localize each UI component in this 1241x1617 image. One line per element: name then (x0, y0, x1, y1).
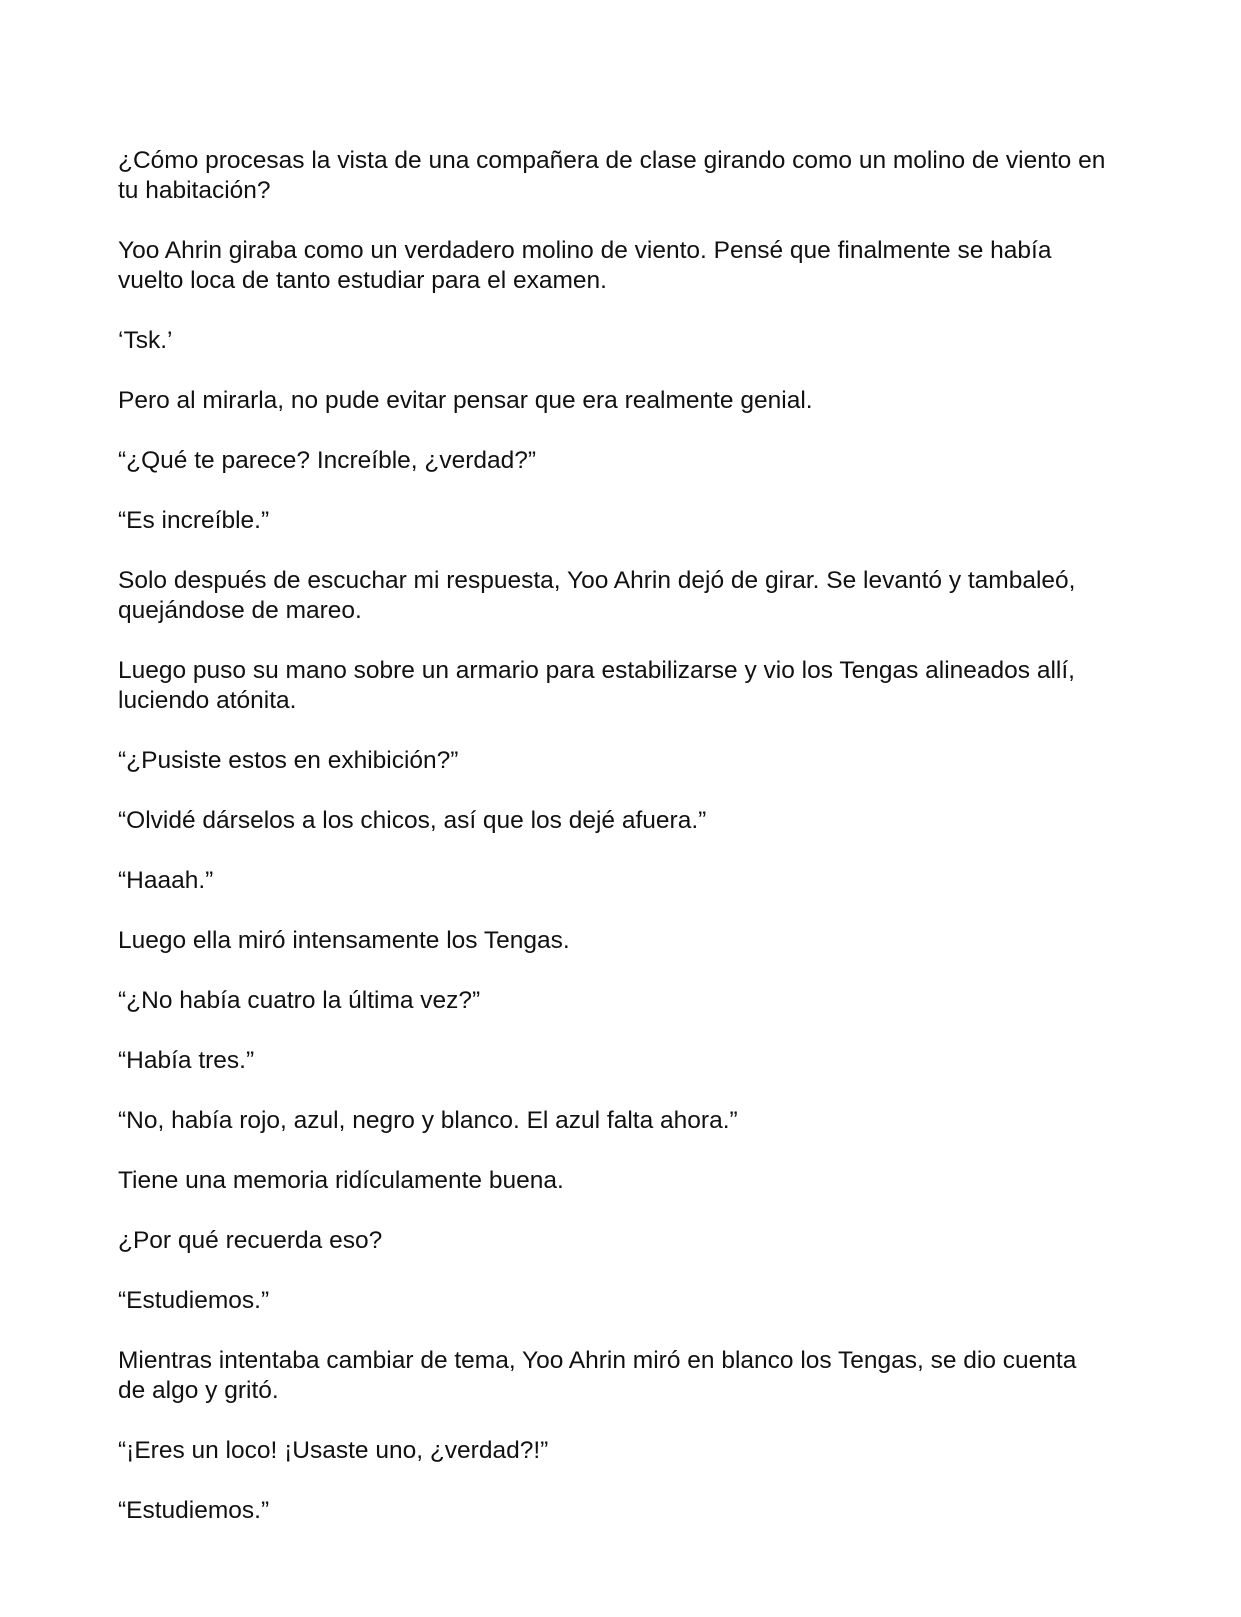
paragraph-14: “Había tres.” (118, 1047, 255, 1074)
paragraph-18: “Estudiemos.” (118, 1287, 270, 1314)
paragraph-5: “¿Qué te parece? Increíble, ¿verdad?” (118, 447, 537, 474)
paragraph-8: Luego puso su mano sobre un armario para estabilizarse y vio los Tengas alineados allí, luciendo atónita. (118, 657, 1075, 714)
paragraph-16: Tiene una memoria ridículamente buena. (118, 1167, 564, 1194)
paragraph-6: “Es increíble.” (118, 507, 270, 534)
paragraph-3: ‘Tsk.’ (118, 327, 173, 354)
paragraph-19: Mientras intentaba cambiar de tema, Yoo Ahrin miró en blanco los Tengas, se dio cuenta de algo y gritó. (118, 1347, 1077, 1404)
paragraph-20: “¡Eres un loco! ¡Usaste uno, ¿verdad?!” (118, 1437, 549, 1464)
paragraph-2: Yoo Ahrin giraba como un verdadero molino de viento. Pensé que finalmente se había vuelto loca de tanto estudiar para el examen. (118, 237, 1052, 294)
paragraph-11: “Haaah.” (118, 867, 214, 894)
paragraph-12: Luego ella miró intensamente los Tengas. (118, 927, 570, 954)
paragraph-7: Solo después de escuchar mi respuesta, Yoo Ahrin dejó de girar. Se levantó y tambaleó, quejándose de mareo. (118, 567, 1076, 624)
paragraph-13: “¿No había cuatro la última vez?” (118, 987, 481, 1014)
paragraph-9: “¿Pusiste estos en exhibición?” (118, 747, 459, 774)
paragraph-21: “Estudiemos.” (118, 1497, 270, 1524)
paragraph-15: “No, había rojo, azul, negro y blanco. El azul falta ahora.” (118, 1107, 738, 1134)
paragraph-10: “Olvidé dárselos a los chicos, así que los dejé afuera.” (118, 807, 707, 834)
document-body (118, 146, 1108, 1526)
paragraph-4: Pero al mirarla, no pude evitar pensar que era realmente genial. (118, 387, 813, 414)
paragraph-1: ¿Cómo procesas la vista de una compañera de clase girando como un molino de viento en tu habitación? (118, 147, 1106, 204)
paragraph-17: ¿Por qué recuerda eso? (118, 1227, 383, 1254)
